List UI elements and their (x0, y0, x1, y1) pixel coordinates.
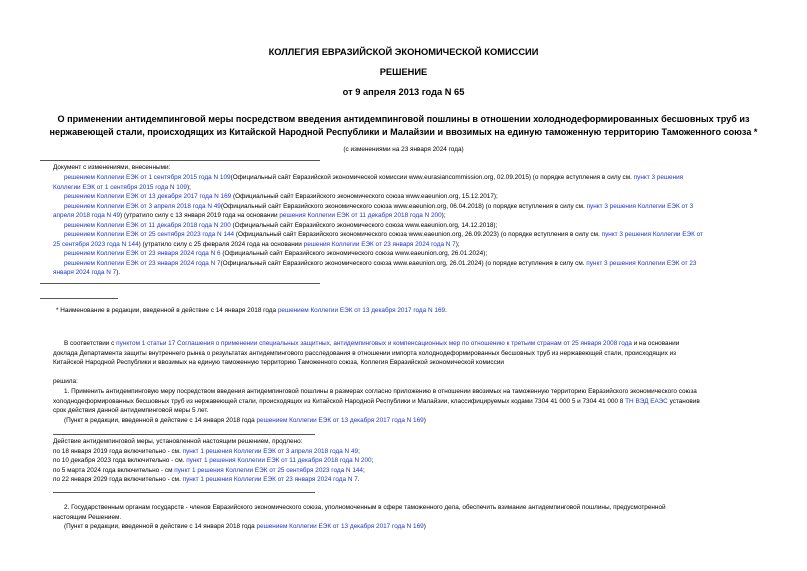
decision-link[interactable]: решением Коллегии ЕЭК от 11 декабря 2018 года N 200 (64, 221, 231, 229)
extension-item: по 18 января 2019 года включительно - см. пункт 1 решения Коллегии ЕЭК от 3 апреля 2018 года N 49; (53, 447, 360, 455)
tariff-code-link[interactable]: ТН ВЭД ЕАЭС (625, 397, 668, 405)
decision-link[interactable]: апреля 2018 года N 49 (53, 212, 121, 219)
extension-item: по 10 декабря 2023 года включительно - см. пункт 1 решения Коллегии ЕЭК от 11 декабря 2018 года N 200; (53, 457, 374, 464)
change-line: января 2024 года N 7). (53, 269, 121, 276)
decision-link[interactable]: пункт 3 решения Коллегии ЕЭК от 23 (586, 259, 697, 267)
organization-name: КОЛЛЕГИЯ ЕВРАЗИЙСКОЙ ЭКОНОМИЧЕСКОЙ КОМИССИИ (268, 47, 539, 57)
divider (53, 492, 315, 493)
change-line: решением Коллегии ЕЭК от 25 сентября 2023 года N 144 (Официальный сайт Евразийского экономического союза www.eaeunion.org, 26.09.2023) (о порядке вступления в силу см. пункт 3 решения Коллегии ЕЭК от (64, 231, 703, 238)
change-line: решением Коллегии ЕЭК от 11 декабря 2018 года N 200 (Официальный сайт Евразийского экономического союза www.eaeunion.org, 14.12.2018); (64, 221, 498, 229)
divider (53, 434, 315, 435)
revision-note: (с изменениями на 23 января 2024 года) (343, 146, 464, 153)
clause-1-note: (Пункт в редакции, введенной в действие с 14 января 2018 года решением Коллегии ЕЭК от 13 декабря 2017 года N 169) (64, 417, 426, 424)
clause-1-line: 1. Применить антидемпинговую меру посредством введения антидемпинговой пошлины в размерах согласно приложению в отношении ввозимых на таможенную территорию Евразийского экономического союза (64, 388, 697, 395)
preamble-line: В соответствии с пунктом 1 статьи 17 Соглашения о применении специальных защитных, антидемпинговых и компенсационных мер по отношению к третьим странам от 25 января 2008 года и на основании (64, 340, 680, 347)
decision-link[interactable]: решением Коллегии ЕЭК от 13 декабря 2017 года N 169 (256, 523, 424, 530)
decision-link[interactable]: решением Коллегии ЕЭК от 23 января 2024 года N 7 (64, 259, 221, 267)
extension-item: по 22 января 2029 года включительно - см. пункт 1 решения Коллегии ЕЭК от 23 января 2024 года N 7. (53, 476, 360, 483)
footnote: * Наименование в редакции, введенной в действие с 14 января 2018 года решением Коллегии ЕЭК от 13 декабря 2017 года N 169. (56, 307, 447, 314)
decision-link[interactable]: пункт 3 решения Коллегии ЕЭК от 3 (586, 202, 694, 210)
decision-link[interactable]: решением Коллегии ЕЭК от 13 декабря 2017 года N 169 (256, 417, 424, 424)
title-line-2: нержавеющей стали, происходящих из Китайской Народной Республики и Малайзии и ввозимых на единую таможенную территорию Таможенного союза * (49, 127, 758, 137)
decision-link[interactable]: решением Коллегии ЕЭК от 1 сентября 2015 года N 109 (64, 174, 231, 181)
divider (40, 283, 320, 284)
change-line: решением Коллегии ЕЭК от 3 апреля 2018 года N 49(Официальный сайт Евразийского экономического союза www.eaeunion.org, 06.04.2018) (о порядке вступления в силу см. пункт 3 решения Коллегии ЕЭК от 3 (64, 202, 694, 210)
change-line: решением Коллегии ЕЭК от 1 сентября 2015 года N 109(Официальный сайт Евразийской экономической комиссии www.eurasiancommission.org, 02.09.2015) (о порядке вступления в силу см. пункт 3 решения (64, 174, 684, 181)
document-type: РЕШЕНИЕ (379, 67, 428, 77)
decision-link[interactable]: 25 сентября 2023 года N 144 (53, 240, 139, 248)
clause-2-line: 2. Государственным органам государств - членов Евразийского экономического союза, уполномоченным в сфере таможенного дела, обеспечить взимание антидемпинговой пошлины, предусмотренной (64, 504, 666, 511)
clause-1-line: срок действия данной антидемпинговой меры 5 лет. (53, 407, 209, 414)
document-title (40, 113, 767, 139)
decision-link[interactable]: решением Коллегии ЕЭК от 13 декабря 2017 года N 169 (64, 193, 232, 200)
change-line: 25 сентября 2023 года N 144) (утратило силу с 25 февраля 2024 года на основании решения Коллегии ЕЭК от 23 января 2024 года N 7); (53, 240, 460, 248)
decision-link[interactable]: пункт 3 решения (633, 174, 684, 181)
change-line: решением Коллегии ЕЭК от 23 января 2024 года N 6 (Официальный сайт Евразийского экономического союза www.eaeunion.org, 26.01.2024); (64, 250, 488, 257)
decided-label: решила: (53, 378, 78, 385)
preamble-line: Китайской Народной Республики и ввозимых на единую таможенную территорию Таможенного союза, Коллегия Евразийской экономической комиссии (53, 359, 504, 366)
extension-item: по 5 марта 2024 года включительно - см пункт 1 решения Коллегии ЕЭК от 25 сентября 2023 года N 144; (53, 466, 365, 474)
clause-2-line: настоящим Решением. (53, 513, 122, 521)
footnote-divider (40, 298, 118, 299)
change-line: решением Коллегии ЕЭК от 23 января 2024 года N 7(Официальный сайт Евразийского экономического союза www.eaeunion.org, 26.01.2024) (о порядке вступления в силу см. пункт 3 решения Коллегии ЕЭК от 23 (64, 259, 697, 267)
decision-link[interactable]: решения Коллегии ЕЭК от 11 декабря 2018 года N 200 (279, 212, 442, 219)
decision-link[interactable]: решения Коллегии ЕЭК от 23 января 2024 года N 7 (303, 240, 456, 248)
change-line: решением Коллегии ЕЭК от 13 декабря 2017 года N 169 (Официальный сайт Евразийского экономического союза www.eaeunion.org, 15.12.2017); (64, 193, 498, 200)
decision-link[interactable]: пункт 1 решения Коллегии ЕЭК от 3 апреля 2018 года N 49 (182, 447, 359, 455)
document-date: от 9 апреля 2013 года N 65 (342, 87, 465, 97)
decision-link[interactable]: решением Коллегии ЕЭК от 25 сентября 2023 года N 144 (64, 231, 235, 238)
agreement-link[interactable]: пунктом 1 статьи 17 Соглашения о применении специальных защитных, антидемпинговых и компенсационных мер по отношению к третьим странам от 25 января 2008 года (116, 340, 632, 347)
decision-link[interactable]: решением Коллегии ЕЭК от 13 декабря 2017 года N 169 (277, 307, 446, 314)
extensions-intro: Действие антидемпинговой меры, установленной настоящим решением, продлено: (53, 438, 303, 445)
change-line: апреля 2018 года N 49) (утратило силу с 13 января 2019 года на основании решения Коллегии ЕЭК от 11 декабря 2018 года N 200); (53, 212, 446, 219)
clause-1-line: холоднодеформированных бесшовных труб из нержавеющей стали, происходящих из Китайской Народной Республики и Малайзии, классифицируемых кодами 7304 41 000 5 и 7304 41 000 8 ТН ВЭД ЕАЭС установив (53, 397, 700, 405)
decision-link[interactable]: решением Коллегии ЕЭК от 23 января 2024 года N 6 (64, 250, 221, 257)
preamble-line: доклада Департамента защиты внутреннего рынка о результатах антидемпингового расследования в отношении импорта холоднодеформированных бесшовных труб из нержавеющей стали, происходящих из (53, 349, 677, 357)
change-line: Коллегии ЕЭК от 1 сентября 2015 года N 109); (53, 183, 191, 191)
decision-link[interactable]: января 2024 года N 7 (53, 269, 117, 276)
decision-link[interactable]: пункт 1 решения Коллегии ЕЭК от 25 сентября 2023 года N 144 (174, 466, 363, 474)
divider (40, 160, 320, 161)
title-line-1: О применении антидемпинговой меры посредством введения антидемпинговой пошлины в отношении холоднодеформированных бесшовных труб из (57, 114, 750, 124)
decision-link[interactable]: пункт 1 решения Коллегии ЕЭК от 23 января 2024 года N 7 (182, 476, 358, 483)
changes-intro: Документ с изменениями, внесенными: (53, 164, 171, 171)
decision-link[interactable]: решением Коллегии ЕЭК от 3 апреля 2018 года N 49 (64, 202, 221, 210)
decision-link[interactable]: пункт 3 решения Коллегии ЕЭК от (601, 231, 703, 238)
decision-link[interactable]: Коллегии ЕЭК от 1 сентября 2015 года N 109 (53, 183, 187, 191)
clause-2-note: (Пункт в редакции, введенной в действие с 14 января 2018 года решением Коллегии ЕЭК от 13 декабря 2017 года N 169) (64, 523, 426, 530)
decision-link[interactable]: пункт 1 решения Коллегии ЕЭК от 11 декабря 2018 года N 200 (186, 457, 372, 464)
